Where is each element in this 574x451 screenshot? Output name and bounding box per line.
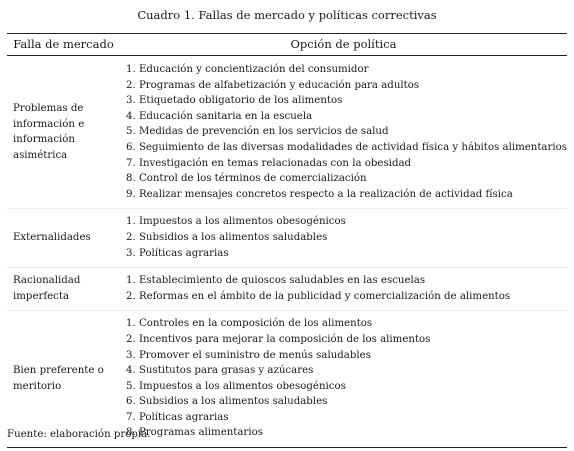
opciones-cell bbox=[120, 56, 567, 209]
list-item: 4. Educación sanitaria en la escuela bbox=[125, 110, 313, 122]
table-row bbox=[7, 209, 567, 268]
list-item: 2. Programas de alfabetización y educación para adultos bbox=[125, 79, 420, 91]
list-item: 1. Controles en la composición de los alimentos bbox=[125, 318, 373, 330]
falla-cell: Problemas de información e información asimétrica bbox=[13, 103, 85, 161]
list-item: 6. Seguimiento de las diversas modalidades de actividad física y hábitos alimentarios bbox=[125, 141, 567, 153]
list-item: 4. Sustitutos para grasas y azúcares bbox=[125, 365, 314, 377]
list-item: 2. Incentivos para mejorar la composición de los alimentos bbox=[125, 333, 431, 345]
list-item: 9. Realizar mensajes concretos respecto a la realización de actividad física bbox=[125, 188, 513, 200]
opciones-list bbox=[120, 316, 567, 441]
list-item: 8. Programas alimentarios bbox=[125, 427, 263, 439]
falla-cell: Externalidades bbox=[7, 209, 120, 268]
table-row bbox=[7, 311, 567, 448]
opciones-list bbox=[120, 273, 567, 304]
list-item: 2. Subsidios a los alimentos saludables bbox=[125, 231, 328, 243]
table-header-row bbox=[7, 34, 567, 56]
list-item: 5. Medidas de prevención en los servicios de salud bbox=[125, 126, 389, 138]
list-item: 8. Control de los términos de comercialización bbox=[125, 173, 367, 185]
list-item: 1. Establecimiento de quioscos saludables en las escuelas bbox=[125, 275, 426, 287]
source-note: Fuente: elaboración propia. bbox=[7, 429, 151, 440]
list-item: 5. Impuestos a los alimentos obesogénicos bbox=[125, 380, 346, 392]
falla-cell: Bien preferente o meritorio bbox=[7, 311, 120, 448]
list-item: 3. Etiquetado obligatorio de los alimentos bbox=[125, 95, 343, 107]
list-item: 7. Investigación en temas relacionadas con la obesidad bbox=[125, 157, 412, 169]
table-row bbox=[7, 56, 567, 209]
opciones-list bbox=[120, 214, 567, 261]
opciones-list bbox=[120, 62, 567, 202]
opciones-cell bbox=[120, 209, 567, 268]
header-opcion: Opción de política bbox=[120, 34, 567, 56]
list-item: 1. Educación y concientización del consumidor bbox=[125, 64, 369, 75]
table-caption: Cuadro 1. Fallas de mercado y políticas correctivas bbox=[137, 8, 437, 22]
policy-table bbox=[7, 33, 567, 448]
falla-cell: Racionalidad imperfecta bbox=[7, 268, 120, 311]
list-item: 7. Políticas agrarias bbox=[125, 411, 229, 423]
list-item: 3. Políticas agrarias bbox=[125, 247, 229, 259]
list-item: 2. Reformas en el ámbito de la publicidad y comercialización de alimentos bbox=[125, 290, 511, 302]
list-item: 6. Subsidios a los alimentos saludables bbox=[125, 396, 328, 408]
header-falla: Falla de mercado bbox=[7, 34, 120, 56]
list-item: 1. Impuestos a los alimentos obesogénicos bbox=[125, 216, 346, 228]
table-row bbox=[7, 268, 567, 311]
list-item: 3. Promover el suministro de menús saludables bbox=[125, 349, 371, 361]
opciones-cell bbox=[120, 268, 567, 311]
opciones-cell bbox=[120, 311, 567, 448]
